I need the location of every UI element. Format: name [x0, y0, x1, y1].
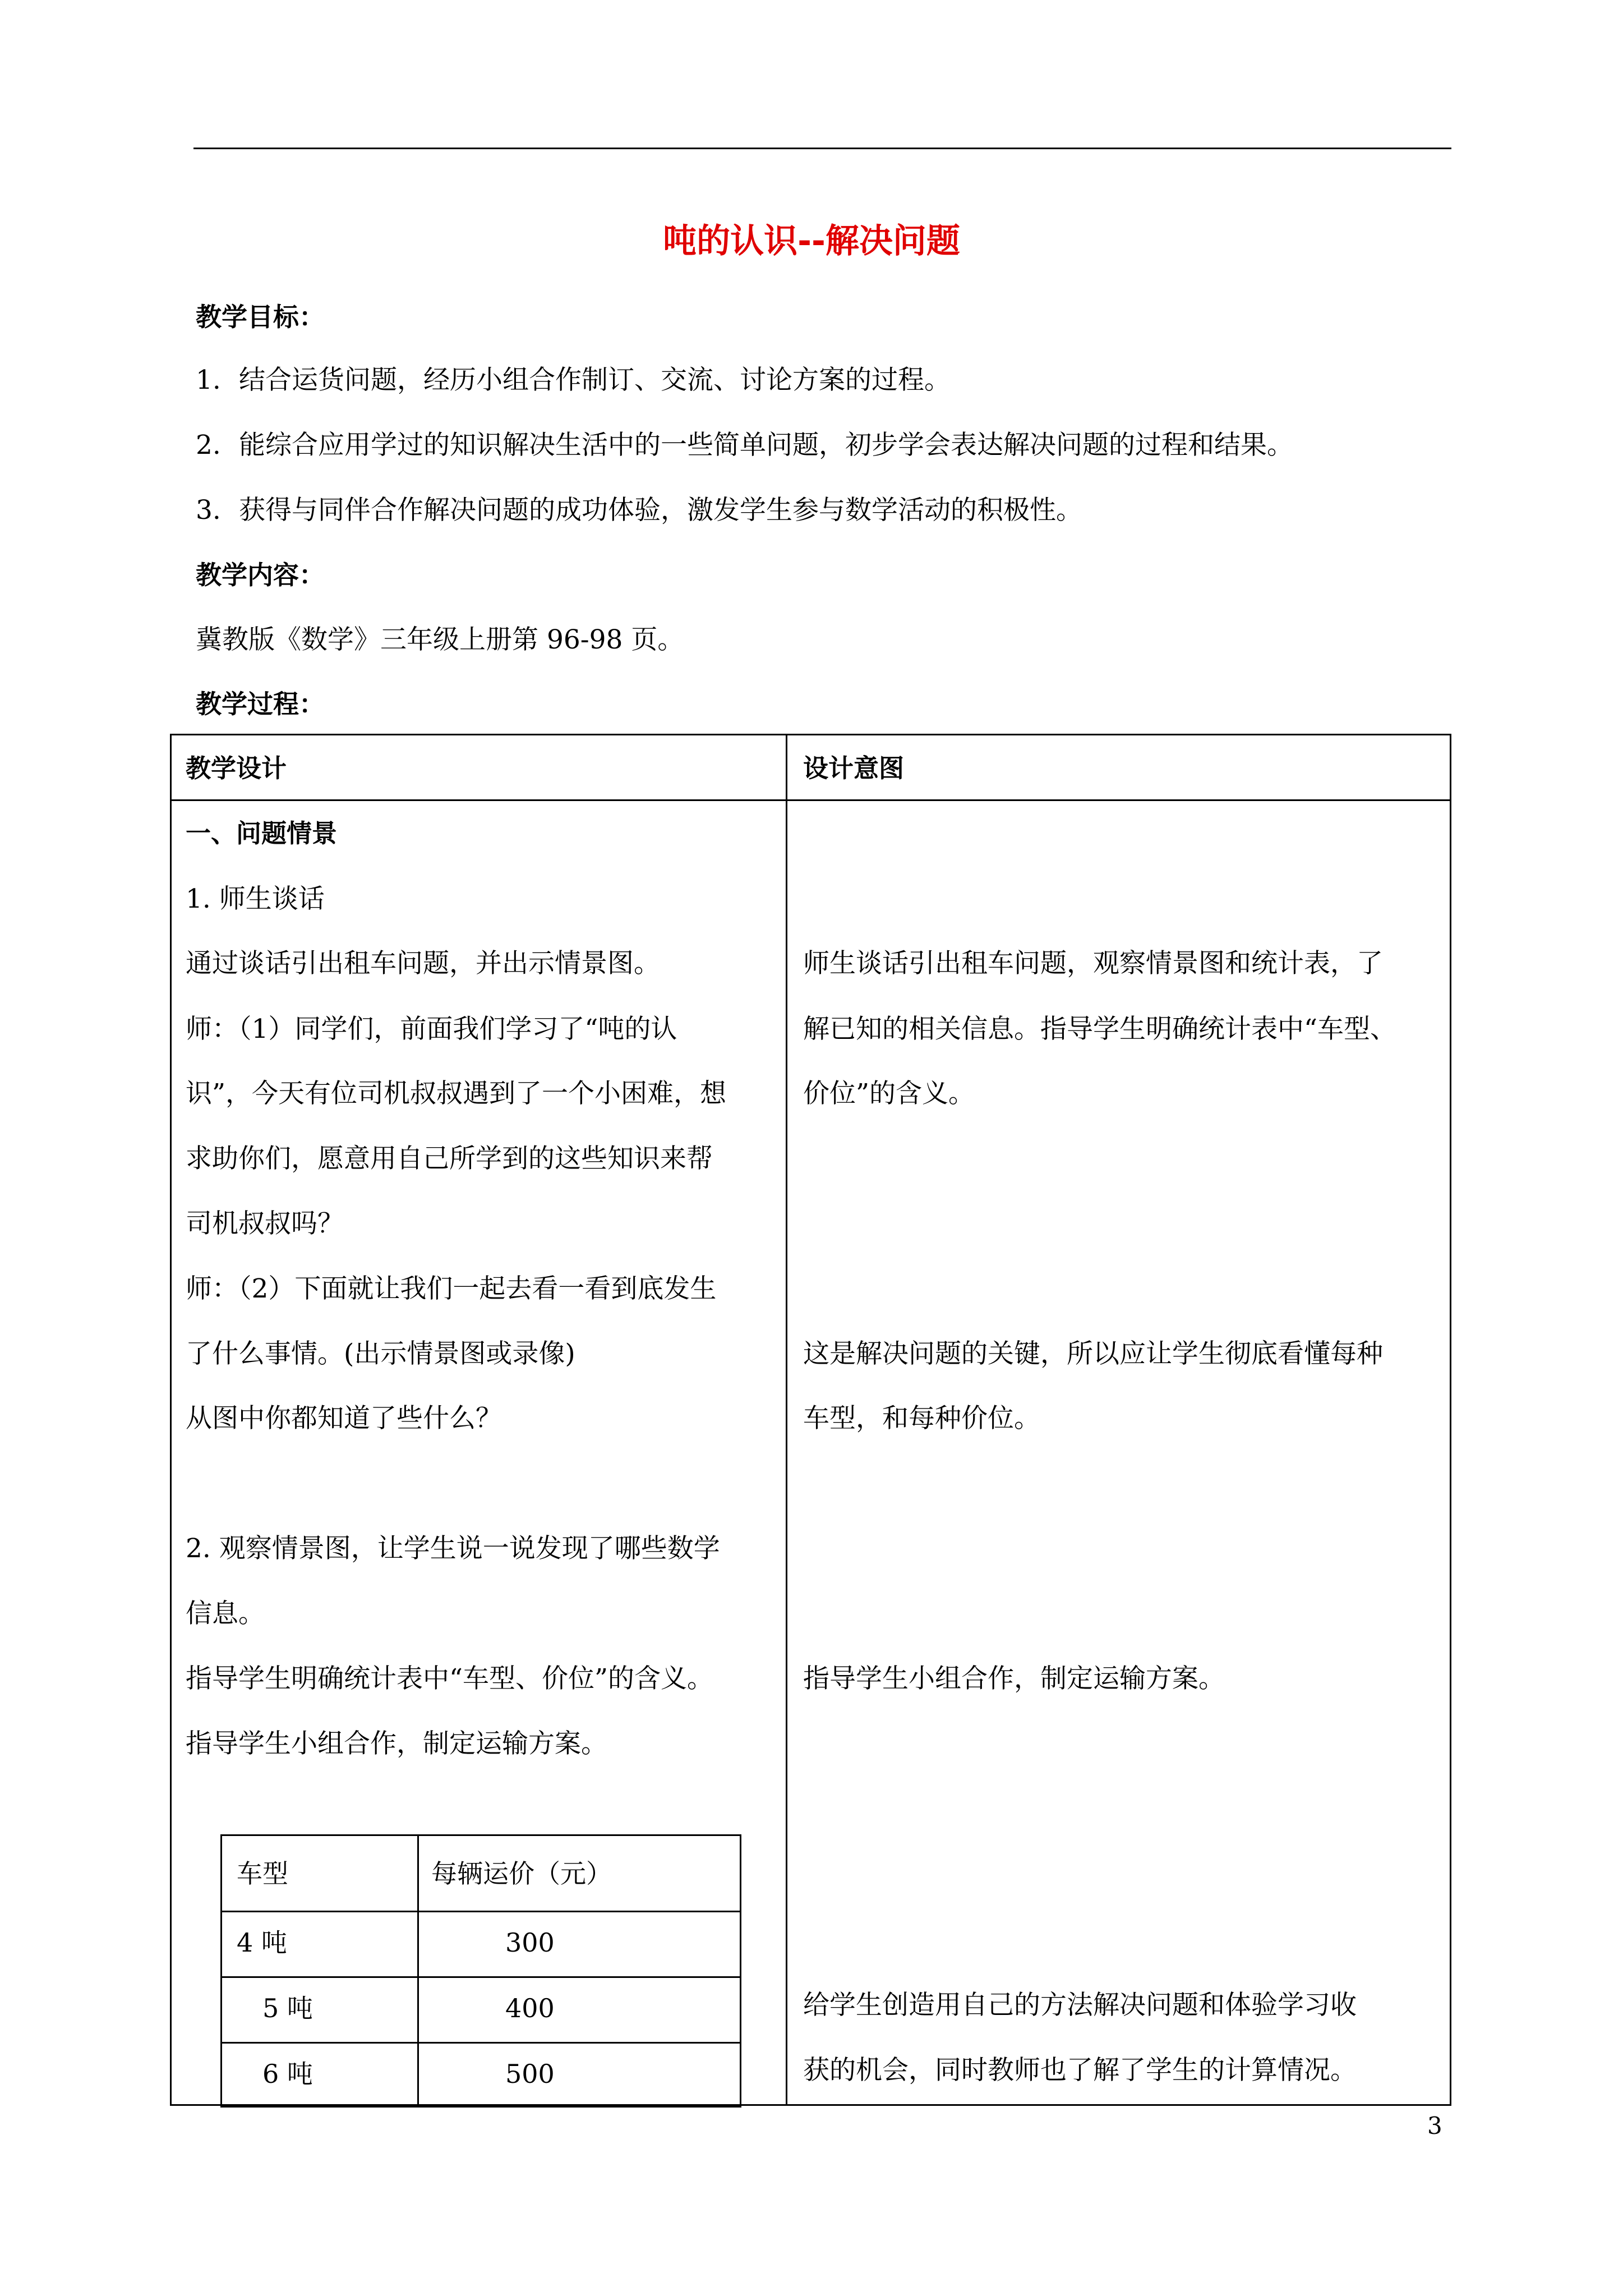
- table-column-divider: [786, 734, 787, 2106]
- table-header-divider: [170, 799, 1451, 801]
- section-heading: 一、问题情景: [186, 818, 338, 848]
- page-number: 3: [1427, 2112, 1442, 2139]
- left-line: 1. 师生谈话: [186, 884, 325, 914]
- content-heading: 教学内容：: [196, 560, 325, 590]
- left-line: 师：（1）同学们，前面我们学习了“吨的认: [186, 1014, 677, 1045]
- left-line: 识”，今天有位司机叔叔遇到了一个小困难，想: [186, 1078, 727, 1109]
- price-table-cell-type: 5 吨: [262, 1993, 313, 2023]
- goal-item-1: [196, 361, 951, 400]
- left-line: 求助你们，愿意用自己所学到的这些知识来帮: [186, 1143, 713, 1174]
- left-line: 司机叔叔吗？: [186, 1208, 344, 1239]
- page-title: 吨的认识--解决问题: [663, 222, 960, 261]
- right-line: 解已知的相关信息。指导学生明确统计表中“车型、: [803, 1014, 1397, 1045]
- goal-item-3: [196, 491, 1082, 530]
- left-line: 了什么事情。(出示情景图或录像): [186, 1338, 575, 1369]
- price-table-cell-type: 6 吨: [262, 2059, 313, 2089]
- goal-item-num: 1.: [196, 365, 221, 395]
- table-header-design: 教学设计: [186, 753, 287, 783]
- right-line: 这是解决问题的关键，所以应让学生彻底看懂每种: [803, 1338, 1383, 1369]
- header-rule: [193, 148, 1451, 149]
- table-header-intent: 设计意图: [803, 753, 905, 783]
- price-table: [220, 1834, 741, 2108]
- left-line: 指导学生明确统计表中“车型、价位”的含义。: [186, 1663, 714, 1694]
- goal-item-num: 2.: [196, 430, 221, 461]
- right-line: 获的机会，同时教师也了解了学生的计算情况。: [803, 2055, 1357, 2086]
- price-table-column-divider: [417, 1836, 419, 2106]
- left-line: 2. 观察情景图，让学生说一说发现了哪些数学: [186, 1533, 720, 1564]
- price-table-row-divider: [222, 1976, 740, 1978]
- price-table-row-divider: [222, 1911, 740, 1912]
- right-line: 车型，和每种价位。: [803, 1403, 1040, 1434]
- price-table-header-type: 车型: [237, 1858, 288, 1889]
- content-text: 冀教版《数学》三年级上册第 96-98 页。: [196, 624, 684, 655]
- price-table-row-divider: [222, 2042, 740, 2044]
- goals-heading: 教学目标：: [196, 302, 325, 332]
- price-table-cell-price: 400: [505, 1993, 555, 2023]
- left-line: 信息。: [186, 1598, 265, 1629]
- left-line: 指导学生小组合作，制定运输方案。: [186, 1728, 607, 1759]
- process-heading: 教学过程：: [196, 689, 325, 719]
- left-line: 师：（2）下面就让我们一起去看一看到底发生: [186, 1273, 717, 1304]
- goal-item-text: 获得与同伴合作解决问题的成功体验，激发学生参与数学活动的积极性。: [239, 495, 1082, 526]
- price-table-cell-type: 4 吨: [237, 1927, 287, 1958]
- right-line: 给学生创造用自己的方法解决问题和体验学习收: [803, 1990, 1357, 2021]
- right-line: 师生谈话引出租车问题，观察情景图和统计表，了: [803, 948, 1383, 979]
- right-line: 指导学生小组合作，制定运输方案。: [803, 1663, 1225, 1694]
- goal-item-text: 结合运货问题，经历小组合作制订、交流、讨论方案的过程。: [239, 365, 951, 395]
- goal-item-2: [196, 426, 1293, 465]
- right-line: 价位”的含义。: [803, 1078, 975, 1109]
- price-table-cell-price: 500: [505, 2059, 555, 2089]
- price-table-header-price: 每辆运价（元）: [431, 1858, 612, 1889]
- left-line: 从图中你都知道了些什么？: [186, 1403, 502, 1434]
- goal-item-num: 3.: [196, 495, 221, 526]
- price-table-cell-price: 300: [505, 1927, 555, 1958]
- left-line: 通过谈话引出租车问题，并出示情景图。: [186, 948, 660, 979]
- goal-item-text: 能综合应用学过的知识解决生活中的一些简单问题，初步学会表达解决问题的过程和结果。: [239, 430, 1293, 461]
